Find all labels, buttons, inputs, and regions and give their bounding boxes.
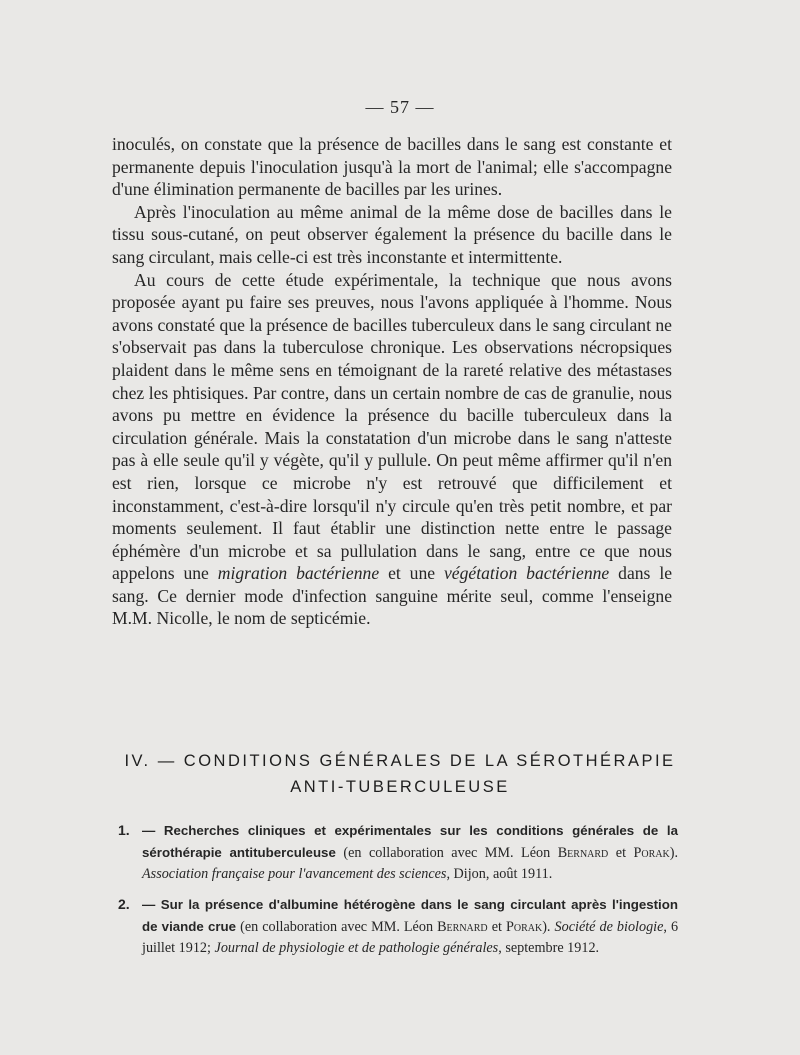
references-list — [118, 820, 678, 968]
reference-title: — Sur la présence d'albumine hétérogène dans le sang circulant après l'ingestion de viande crue — [142, 897, 678, 934]
reference-journal-2: Journal de physiologie et de pathologie générales — [214, 940, 499, 956]
italic-vegetation-bacterienne: végétation bactérienne — [444, 563, 610, 584]
reference-collaboration: (en collaboration avec MM. Léon — [343, 845, 551, 861]
italic-migration-bacterienne: migration bactérienne — [217, 563, 380, 584]
reference-punctuation: ). — [542, 919, 551, 935]
reference-collaboration: (en collaboration avec MM. Léon — [240, 919, 434, 935]
section-heading-line-1: IV. — CONDITIONS GÉNÉRALES DE LA SÉROTHÉRAPIE — [124, 752, 676, 770]
reference-mid: , 6 juillet 1912; — [142, 919, 679, 956]
reference-journal: Société de biologie — [554, 919, 664, 935]
reference-item — [118, 820, 678, 885]
section-heading — [0, 748, 800, 800]
reference-conjunction: et — [491, 919, 502, 935]
reference-journal: Association française pour l'avancement des sciences — [142, 866, 447, 882]
author-name: Porak — [633, 845, 670, 861]
reference-tail: , septembre 1912. — [498, 940, 600, 956]
reference-tail: , Dijon, août 1911. — [446, 866, 553, 882]
reference-number: 2. — [118, 896, 130, 912]
paragraph-1: inoculés, on constate que la présence de bacilles dans le sang est constante et permanente depuis l'inoculation jusqu'à la mort de l'animal; elle s'accompagne d'une élimination permanente de bacilles par les urines. — [112, 134, 672, 200]
paragraph-3-text-c: dans le sang. Ce dernier mode d'infection sanguine mérite seul, comme l'enseigne M.M. Nicolle, le nom de septicémie. — [112, 563, 673, 629]
page-number: — 57 — — [365, 97, 435, 117]
author-name: Bernard — [437, 919, 488, 935]
author-name: Bernard — [557, 845, 609, 861]
reference-title: — Recherches cliniques et expérimentales sur les conditions générales de la sérothérapie antituberculeuse — [142, 823, 678, 860]
body-text — [112, 133, 672, 630]
paragraph-3 — [112, 269, 672, 631]
paragraph-3-text-a: Au cours de cette étude expérimentale, la technique que nous avons proposée ayant pu faire ses preuves, nous l'avons appliquée à l'homme. Nous avons constaté que la présence de bacilles tuberculeux dans le sang circulant ne s'observait pas dans la tuberculose chronique. Les observations nécropsiques plaident dans le même sens en témoignant de la rareté relative des métastases chez les phtisiques. Par contre, dans un certain nombre de cas de granulie, nous avons pu mettre en évidence la présence du bacille tuberculeux dans la circulation générale. Mais la constatation d'un microbe dans le sang n'atteste pas à elle seule qu'il y végète, qu'il y pullule. On peut même affirmer qu'il n'en est rien, lorsque ce microbe n'y est retrouvé que difficilement et inconstamment, c'est-à-dire lorsqu'il n'y circule qu'en très petit nombre, et par moments seulement. Il faut établir une distinction nette entre le passage éphémère d'un microbe et sa pullulation dans le sang, entre ce que nous appelons une — [112, 269, 672, 584]
section-heading-line-2: ANTI-TUBERCULEUSE — [290, 778, 510, 796]
reference-item — [118, 894, 678, 959]
paragraph-2: Après l'inoculation au même animal de la même dose de bacilles dans le tissu sous-cutané, on peut observer également la présence du bacille dans le sang circulant, mais celle-ci est très inconstante et intermittente. — [112, 201, 672, 267]
reference-number: 1. — [118, 822, 130, 838]
paragraph-3-text-b: et une — [388, 563, 436, 584]
reference-conjunction: et — [615, 845, 627, 861]
reference-punctuation: ). — [669, 845, 679, 861]
author-name: Porak — [505, 919, 543, 935]
